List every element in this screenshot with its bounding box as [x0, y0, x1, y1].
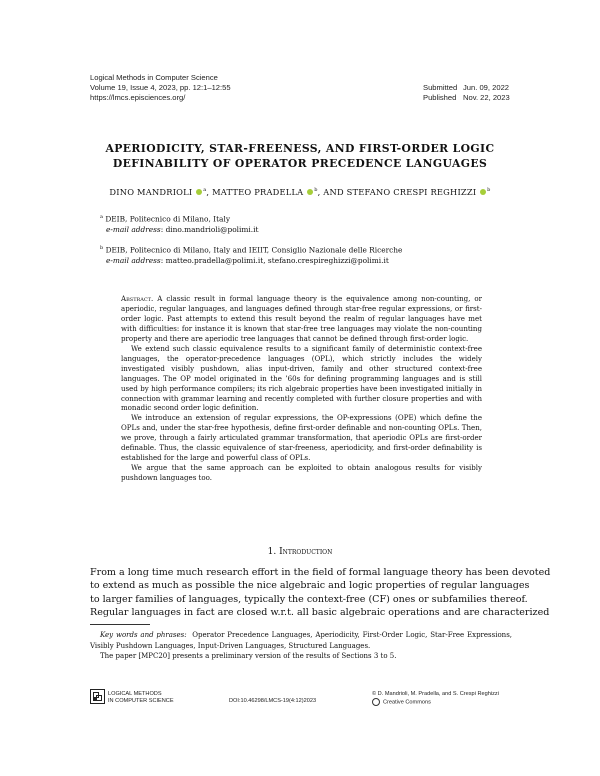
author-list: [60, 187, 540, 197]
affiliation-mark: a: [100, 214, 103, 220]
logo-line-2: IN COMPUTER SCIENCE: [108, 698, 174, 705]
section-number: 1.: [267, 547, 277, 557]
author-1-mark: a: [203, 187, 207, 194]
email-address[interactable]: : matteo.pradella@polimi.it, stefano.crespireghizzi@polimi.it: [160, 255, 389, 265]
body-line: Regular languages in fact are closed w.r.t. all basic algebraic operations and are characterized: [90, 607, 550, 619]
title-line-1: APERIODICITY, STAR-FREENESS, AND FIRST-ORDER LOGIC: [105, 142, 495, 155]
doi[interactable]: DOI:10.46298/LMCS-19(4:12)2023: [229, 698, 317, 704]
abstract: [121, 294, 482, 483]
logo-line-1: LOGICAL METHODS: [108, 691, 162, 697]
keywords-label: Key words and phrases:: [100, 631, 187, 639]
author-3-mark: b: [487, 187, 491, 194]
dates-block: [423, 83, 510, 103]
orcid-icon[interactable]: [196, 189, 202, 195]
affiliation-a: [100, 212, 520, 235]
journal-header: [90, 73, 231, 104]
lmcs-logo-icon: [90, 689, 105, 704]
affiliation-mark: b: [100, 245, 104, 251]
section-title: Introduction: [279, 547, 333, 557]
published-date: Nov. 22, 2023: [463, 93, 510, 103]
submitted-label: Submitted: [423, 83, 458, 92]
footnotes: [90, 630, 512, 662]
abstract-paragraph-3: We introduce an extension of regular expressions, the OP-expressions (OPE) which define the OPLs and, under the star-free hypothesis, define first-order definable and non-counting OPLs. Then, we prove, through a fairly articulated grammar transformation, that aperiodic OPLs are first-order definable. Thus, the classic equivalence of star-freeness, aperiodicity, and first-order definability is established for the large and powerful class of OPLs.: [121, 413, 482, 463]
license-name[interactable]: Creative Commons: [383, 699, 431, 706]
email-label: e-mail address: [106, 255, 161, 265]
affiliation-institution: DEIB, Politecnico di Milano, Italy and IEIIT, Consiglio Nazionale delle Ricerche: [105, 245, 403, 255]
abstract-paragraph-2: We extend such classic equivalence results to a significant family of deterministic context-free languages, the operator-precedence languages (OPL), which strictly includes the widely investigated visibly pushdown, alias input-driven, family and other structured context-free languages. The OP model originated in the ’60s for defining programming languages and is still used by high performance compilers; its rich algebraic properties have been investigated initially in connection with grammar learning and recently completed with further closure properties and with monadic second order logic definition.: [121, 343, 482, 413]
abstract-label: Abstract.: [121, 294, 154, 303]
body-line: From a long time much research effort in the field of formal language theory has been devoted: [90, 567, 551, 578]
email-label: e-mail address: [106, 224, 161, 234]
author-2: , MATTEO PRADELLA: [206, 187, 304, 197]
section-heading: [60, 547, 540, 557]
submitted-date: Jun. 09, 2022: [463, 83, 510, 92]
intro-paragraph: [90, 566, 551, 620]
abstract-paragraph-4: We argue that the same approach can be exploited to obtain analogous results for visibly pushdown languages too.: [121, 463, 482, 483]
abstract-paragraph-1: A classic result in formal language theory is the equivalence among non-counting, or aperiodic, regular languages, and languages defined through star-free regular expressions, or first-order logic. Past attempts to extend this result beyond the realm of regular languages have met with difficulties: for instance it is known that star-free tree languages may violate the non-counting property and there are aperiodic tree languages that cannot be defined through first-order logic.: [121, 294, 482, 343]
keywords: Operator Precedence Languages, Aperiodicity, First-Order Logic, Star-Free Expressions, Visibly Pushdown Languages, Input-Driven Languages, Structured Languages.: [90, 631, 513, 650]
creative-commons-icon: [372, 698, 380, 706]
orcid-icon[interactable]: [480, 189, 486, 195]
journal-url[interactable]: https://lmcs.episciences.org/: [90, 93, 186, 103]
journal-volume: Volume 19, Issue 4, 2023, pp. 12:1–12:55: [90, 83, 231, 93]
body-line: to larger families of languages, typically the context-free (CF) ones or subfamilies thereof.: [90, 593, 528, 605]
author-2-mark: b: [314, 187, 318, 194]
email-address[interactable]: : dino.mandrioli@polimi.it: [160, 224, 259, 234]
author-1: DINO MANDRIOLI: [109, 187, 193, 197]
body-line: to extend as much as possible the nice algebraic and logic properties of regular languages: [90, 580, 530, 592]
footnote-rule: [90, 624, 150, 625]
copyright-notice: © D. Mandrioli, M. Pradella, and S. Crespi Reghizzi: [372, 691, 499, 697]
title-line-2: DEFINABILITY OF OPERATOR PRECEDENCE LANGUAGES: [112, 157, 488, 170]
paper-title: [60, 141, 540, 171]
license-block: [372, 691, 499, 707]
affiliation-institution: DEIB, Politecnico di Milano, Italy: [105, 214, 230, 224]
author-3: , AND STEFANO CRESPI REGHIZZI: [317, 187, 477, 197]
published-label: Published: [423, 93, 457, 103]
orcid-icon[interactable]: [307, 189, 313, 195]
footnote-preliminary: The paper [MPC20] presents a preliminary version of the results of Sections 3 to 5.: [100, 652, 397, 661]
affiliation-b: [100, 243, 540, 266]
journal-name: Logical Methods in Computer Science: [90, 73, 218, 82]
lmcs-logo-text: [108, 691, 174, 705]
